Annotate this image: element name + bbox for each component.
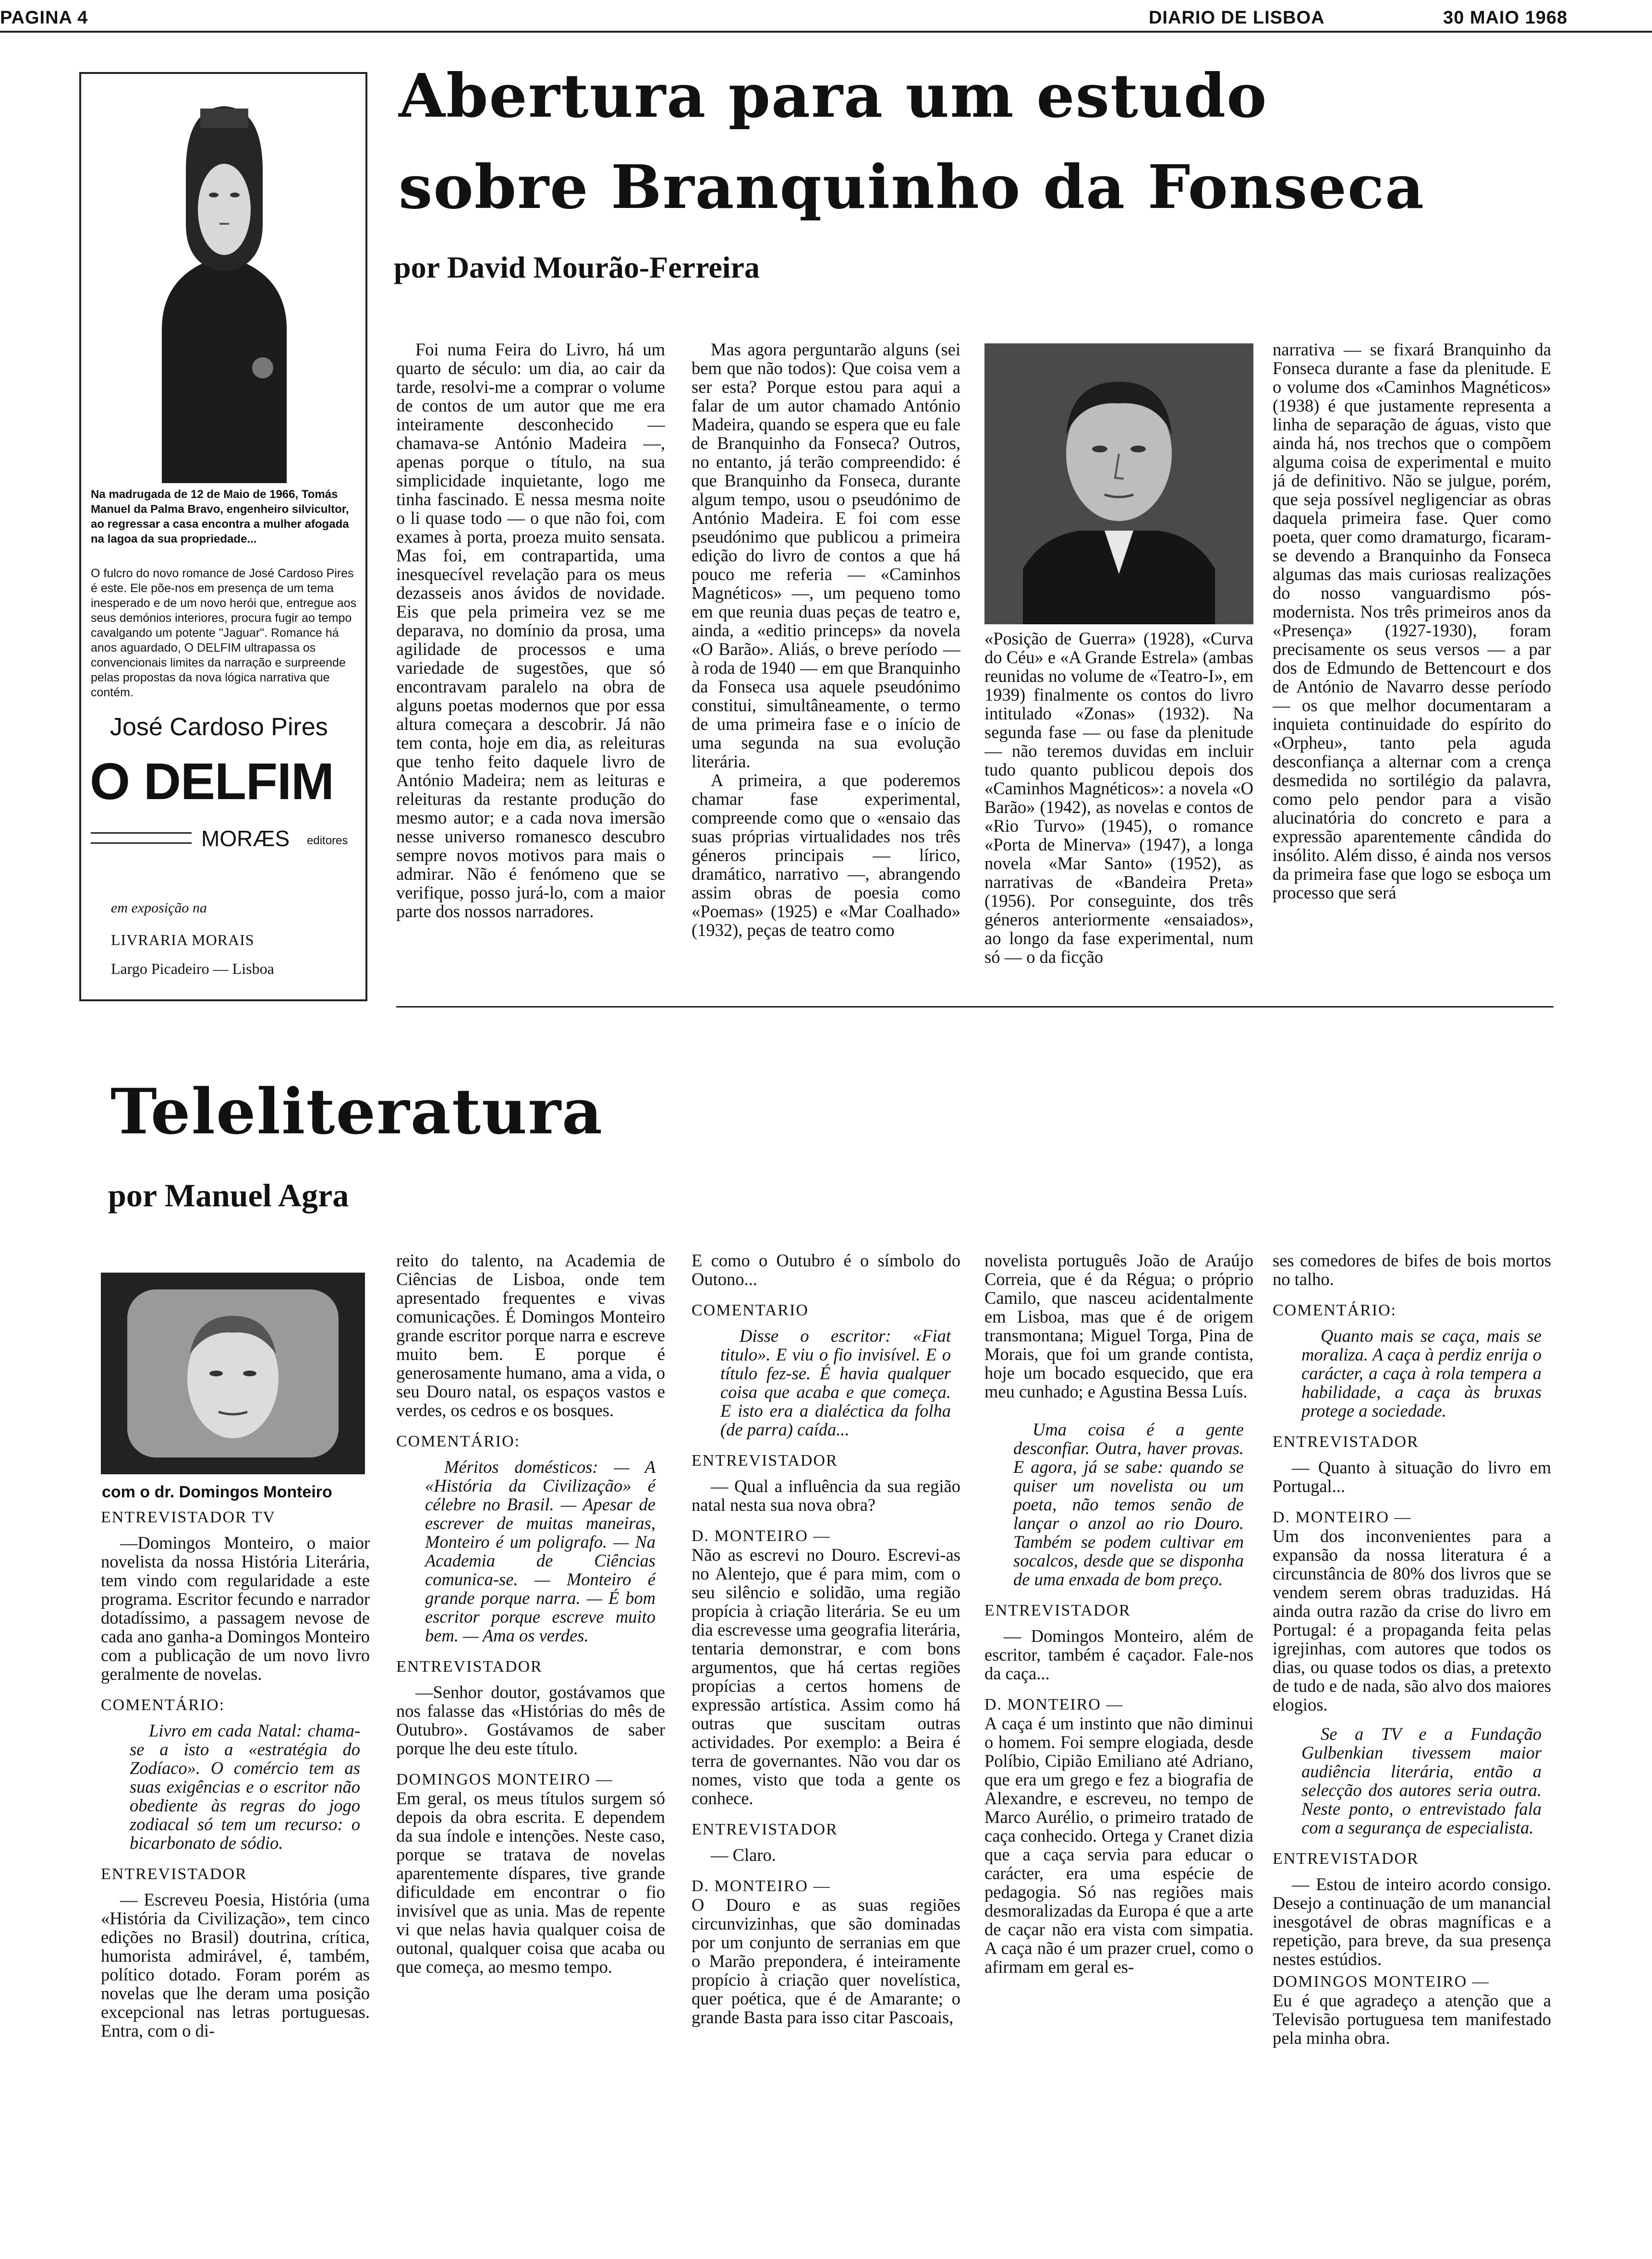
label-d-monteiro-4: D. MONTEIRO —	[1273, 1508, 1412, 1526]
label-domingos-monteiro-1: DOMINGOS MONTEIRO —	[396, 1771, 613, 1788]
ad-publisher-line	[91, 826, 360, 850]
article1-column-2	[692, 340, 960, 1003]
newspaper-name: DIARIO DE LISBOA	[1149, 8, 1325, 28]
ad-author: José Cardoso Pires	[110, 713, 328, 741]
c5-paragraph-2: — Quanto à situação do livro em Portugal...	[1273, 1457, 1551, 1496]
tv-screen-photo	[101, 1273, 365, 1474]
label-d-monteiro-1: D. MONTEIRO —	[692, 1527, 831, 1545]
c3-paragraph-5: O Douro e as suas regiões circunvizinhas, que são dominadas por um conjunto de serranias em que o Marão prepondera, é inteiramente propício à criação quer novelística, quer poética, que é de Amarante; o grande Basta para isso citar Pascoais,	[692, 1895, 960, 2027]
label-domingos-monteiro-2: DOMINGOS MONTEIRO —	[1273, 1973, 1490, 1991]
label-entrevistador-2: ENTREVISTADOR	[396, 1658, 543, 1676]
article2-byline: por Manuel Agra	[108, 1177, 349, 1214]
c3-paragraph-3: Não as escrevi no Douro. Escrevi-as no Alentejo, que é para mim, com o seu silêncio e solidão, uma região propícia à criação literária. Se eu um dia escrevesse uma geografia literária, tentaria demonstrar, e com bons argumentos, que há certas regiões propícias a certos homens de expressão artística. Assim como há outras que suscitam outras actividades. Por exemplo: a Beira é terra de governantes. Não vou dar os nomes, visto que toda a gente os conhece.	[692, 1545, 960, 1808]
label-d-monteiro-3: D. MONTEIRO —	[984, 1696, 1124, 1713]
issue-date: 30 MAIO 1968	[1443, 8, 1568, 28]
article1-col1-text: Foi numa Feira do Livro, há um quarto de século: um dia, ao cair da tarde, resolvi-me a comprar o volume de contos de um autor que me era inteiramente desconhecido — chamava-se António Madeira —, apenas porque o título, na sua simplicidade inquietante, logo me tinha fascinado. E nessa mesma noite o li quase todo — o que não foi, com exames à porta, proeza muito sensata. Mas foi, em contrapartida, uma inesquecível revelação para os meus dezasseis anos ávidos de novidade. Eis que pela primeira vez se me deparava, no domínio da prosa, uma agilidade de processos e uma variedade de sugestões, que só encontravam paralelo na obra de alguns poetas modernos que por essa altura começara a descobrir. Já não tem conta, hoje em dia, as releituras que tenho feito daquele livro de António Madeira; nem as leituras e releituras da restante produção do mesmo autor; e a cada nova imersão nesse universo romanesco descubro sempre novos motivos para mais o admirar. Não é fenómeno que se verifique, posso jurá-lo, com a maior parte dos nossos narradores.	[396, 340, 665, 921]
c4-comment: Uma coisa é a gente desconfiar. Outra, haver provas. E agora, já se sabe: quando se quiser um novelista ou um poeta, não temos senão de lançar o anzol ao rio Douro. Também se podem cultivar em socalcos, desde que se disponha de uma enxada de bom preço.	[1013, 1420, 1244, 1589]
article1-bottom-rule	[396, 1006, 1554, 1008]
article1-col2-text-b: A primeira, a que poderemos chamar fase experimental, compreende como que o «ensaio das suas próprias virtualidades nos três géneros principais — lírico, dramático, narrativo —, abrangendo assim obras de poesia como «Poemas» (1925) e «Mar Coalhado» (1932), peças de teatro como	[692, 770, 960, 940]
c5-paragraph-5: Eu é que agradeço a atenção que a Televisão portuguesa tem manifestado pela minha obra.	[1273, 1991, 1551, 2048]
c5-paragraph-1: ses comedores de bifes de bois mortos no talho.	[1273, 1251, 1551, 1289]
hooded-figure-illustration	[90, 80, 359, 483]
c5-paragraph-3: Um dos inconvenientes para a expansão da nossa literatura é a circunstância de 80% dos livros que se vendem serem obras traduzidas. Há ainda outra razão da crise do livro em Portugal: é a propaganda feita pelas igrejinhas, com autores que todos os dias, ou quase todos os dias, a pretexto de tudo e de nada, são alvo dos maiores elogios.	[1273, 1526, 1551, 1714]
label-entrevistador-7: ENTREVISTADOR	[1273, 1850, 1419, 1868]
c3-paragraph-2: — Qual a influência da sua região natal nesta sua nova obra?	[692, 1476, 960, 1515]
label-entrevistador-5: ENTREVISTADOR	[984, 1602, 1131, 1619]
label-comentario-1: COMENTÁRIO:	[101, 1696, 225, 1714]
label-d-monteiro-2: D. MONTEIRO —	[692, 1877, 831, 1895]
c4-paragraph-3: A caça é um instinto que não diminui o homem. Foi sempre elogiada, desde Políbio, Cipião Emiliano até Adriano, que era um grego e fez a biografia de Alexandre, e escreveu, no tempo de Marco Aurélio, o primeiro tratado de caça conhecido. Ortega y Cranet dizia que a caça servia para educar o carácter, era uma espécie de pedagogia. Só nas regiões mais desmoralizadas da Europa é que a arte de caçar não era vista com simpatia. A caça não é um prazer cruel, como o afirmam em geral es-	[984, 1713, 1253, 1977]
article2-column-2	[396, 1251, 665, 2151]
c4-paragraph-1: novelista português João de Araújo Correia, que é da Régua; o próprio Camilo, que nasceu acidentalmente em Lisboa, mas que é de origem transmontana; Miguel Torga, Pina de Morais, que foi um grande contista, hoje um bocado esquecido, que era meu cunhado; e Agustina Bessa Luís.	[984, 1251, 1253, 1401]
label-entrevistador-1: ENTREVISTADOR	[101, 1865, 247, 1883]
author-photo	[90, 80, 359, 483]
article1-column-3	[984, 629, 1253, 1004]
article1-col3-text: «Posição de Guerra» (1928), «Curva do Céu» e «A Grande Estrela» (ambas reunidas no volume de «Teatro-I», em 1939) finalmente os contos do livro intitulado «Zonas» (1932). Na segunda fase — ou fase da plenitude — não teremos duvidas em incluir tudo quanto publicou depois dos «Caminhos Magnéticos»: a novela «O Barão» (1942), as novelas e contos de «Rio Turvo» (1945), o romance «Porta de Minerva» (1947), a longa novela «Mar Santo» (1952), as narrativas de «Bandeira Preta» (1956). Por conseguinte, dos três géneros anteriormente «ensaiados», ao longo da fase experimental, num só — o da ficção	[984, 629, 1253, 967]
c5-comment: Quanto mais se caça, mais se moraliza. A caça à perdiz enrija o carácter, a caça à rola tempera a habilidade, a caça às bruxas protege a sociedade.	[1301, 1326, 1542, 1421]
article1-byline: por David Mourão-Ferreira	[394, 250, 760, 284]
c1-paragraph-1: —Domingos Monteiro, o maior novelista da nossa História Literária, tem vindo com regularidade a este programa. Escritor fecundo e narrador dotadíssimo, a passagem nevose de cada ano ganha-a Domingos Monteiro com a publicação de um novo livro geralmente de novelas.	[101, 1533, 370, 1684]
c1-comment: Livro em cada Natal: chama-se a isto a «estratégia do Zodíaco». O comércio tem as suas exigências e o escritor não obediente às regras do jogo zodiacal só tem um recurso: o bicarbonato de sódio.	[130, 1721, 360, 1853]
c2-paragraph-2: —Senhor doutor, gostávamos que nos falasse das «Histórias do mês de Outubro». Gostávamos de saber porque lhe deu este título.	[396, 1682, 665, 1758]
ad-address: Largo Picadeiro — Lisboa	[111, 960, 274, 977]
ad-description: O fulcro do novo romance de José Cardoso Pires é este. Ele põe-nos em presença de um tema inesperado e de um novo herói que, entregue aos seus demónios interiores, procura fugir ao tempo cavalgando um potente "Jaguar". Romance há anos aguardado, O DELFIM ultrapassa os convencionais limites da narração e surpreende pelas propostas da nova lógica narrativa que contém.	[91, 567, 357, 699]
article1-title-line2: sobre Branquinho da Fonseca	[399, 152, 1425, 222]
c2-paragraph-3: Em geral, os meus títulos surgem só depois da obra escrita. E dependem da sua índole e intenções. Neste caso, porque se tratava de novelas aparentemente díspares, tive grande dificuldade em encontrar o fio invisível que as unia. Mas de repente vi que nelas havia qualquer coisa de outonal, qualquer coisa que acaba ou que começa, ao mesmo tempo.	[396, 1788, 665, 1977]
c5-comment-2: Se a TV e a Fundação Gulbenkian tivessem maior audiência literária, então a selecção dos autores seria outra. Neste ponto, o entrevistado fala com a segurança de especialista.	[1301, 1724, 1542, 1837]
article2-column-4	[984, 1251, 1253, 2151]
c1-paragraph-2: — Escreveu Poesia, História (uma «História da Civilização», tem cinco edições no Brasil) doutrina, crítica, humorista admirável, é, também, político dotado. Foram porém as novelas que lhe deram uma posição excepcional nas letras portuguesas. Entra, com o di-	[101, 1890, 370, 2040]
tv-photo-caption: com o dr. Domingos Monteiro	[102, 1483, 332, 1501]
ad-exposicao: em exposição na	[111, 900, 207, 916]
label-entrevistador-3: ENTREVISTADOR	[692, 1452, 838, 1470]
article2-column-3	[692, 1251, 960, 2151]
article1-col2-text-a: Mas agora perguntarão alguns (sei bem que não todos): Que coisa vem a ser esta? Porque estou para aqui a falar de um autor chamado António Madeira, quando se espera que eu fale de Branquinho da Fonseca? Outros, no entanto, já terão compreendido: é que Branquinho da Fonseca, durante algum tempo, usou o pseudónimo de António Madeira. E foi com esse pseudónimo que publicou a primeira edição do livro de contos a que há pouco me referia — «Caminhos Magnéticos» —, um pequeno tomo em que reunia duas peças de teatro e, ainda, a «editio princeps» da novela «O Barão». Aliás, o breve período — à roda de 1940 — em que Branquinho da Fonseca usa aquele pseudónimo constitui, simultâneamente, o termo de uma primeira fase e o início de uma segunda na sua evolução literária.	[692, 340, 960, 771]
c3-comment: Disse o escritor: «Fiat titulo». E viu o fio invisível. E o título fez-se. É havia qualquer coisa que acaba e que começa. E isto era a dialéctica da folha (de parra) caída...	[720, 1326, 951, 1439]
c5-paragraph-4: — Estou de inteiro acordo consigo. Desejo a continuação de um manancial inesgotável de obras magníficas e a repetição, para breve, da sua presença nestes estúdios.	[1273, 1874, 1551, 1969]
article2-column-5	[1273, 1251, 1551, 2151]
television-illustration	[101, 1273, 365, 1474]
label-comentario-2: COMENTÁRIO:	[396, 1433, 521, 1450]
page-label: PAGINA 4	[0, 8, 88, 28]
label-comentario-5: COMENTÁRIO:	[1273, 1301, 1397, 1319]
c3-paragraph-4: — Claro.	[711, 1845, 776, 1865]
c2-comment: Méritos domésticos: — A «História da Civilização» é célebre no Brasil. — Apesar de escrever de muitas maneiras, Monteiro é um poligrafo. — Na Academia de Ciências comunica-se. — Monteiro é grande porque narra. — É bom escritor porque escreve muito bem. — Ama os verdes.	[425, 1457, 656, 1645]
article1-title-line1: Abertura para um estudo	[399, 61, 1268, 131]
article1-col4-text: narrativa — se fixará Branquinho da Fonseca durante a fase da plenitude. E o volume dos «Caminhos Magnéticos» (1938) é que justamente representa a linha de separação de águas, visto que ainda há, nos trechos que o compõem alguma coisa de experimental e muito já de definitivo. Não se julgue, porém, que seja possível negligenciar as obras daquela primeira fase. Quer como poeta, quer como dramaturgo, ficaram-se devendo a Branquinho da Fonseca algumas das mais curiosas realizações do nosso vanguardismo pós-modernista. Nos três primeiros anos da «Presença» (1927-1930), foram precisamente os seus versos — a par dos de Edmundo de Bettencourt e dos de António de Navarro desse período — os que melhor documentaram a inquieta continuidade do espírito do «Orpheu», tanto pela aguda desconfiança a alternar com a crença desmedida no sortilégio da palavra, como pelo pendor para a visão alucinatória do concreto e para a expressão aparentemente cândida do insólito. Além disso, é ainda nos versos da primeira fase que logo se esboça um processo que será	[1273, 340, 1551, 902]
branquinho-portrait	[984, 343, 1253, 624]
c3-paragraph-1: E como o Outubro é o símbolo do Outono...	[692, 1251, 960, 1289]
book-advertisement	[79, 72, 367, 1001]
label-entrevistador-tv: ENTREVISTADOR TV	[101, 1508, 276, 1526]
c4-paragraph-2: — Domingos Monteiro, além de escritor, também é caçador. Fale-nos da caça...	[984, 1626, 1253, 1683]
ad-bookshop: LIVRARIA MORAIS	[111, 931, 255, 948]
label-entrevistador-4: ENTREVISTADOR	[692, 1821, 838, 1838]
article2-title: Teleliteratura	[110, 1075, 604, 1148]
portrait-illustration	[984, 343, 1253, 624]
label-comentario-3: COMENTARIO	[692, 1301, 809, 1319]
masthead-rule	[0, 31, 1652, 33]
article1-column-1	[396, 340, 665, 1003]
publisher-logo: MORÆS	[201, 826, 290, 851]
publisher-stripes	[91, 832, 192, 844]
article1-column-4	[1273, 340, 1551, 1003]
publisher-suffix: editores	[307, 834, 348, 847]
ad-teaser: Na madrugada de 12 de Maio de 1966, Tomás Manuel da Palma Bravo, engenheiro silvicultor, ao regressar a casa encontra a mulher afogada na lagoa da sua propriedade...	[91, 488, 349, 546]
article2-column-1	[101, 1508, 370, 2151]
label-entrevistador-6: ENTREVISTADOR	[1273, 1433, 1419, 1451]
c2-paragraph-1: reito do talento, na Academia de Ciências de Lisboa, onde tem apresentado frequentes e vivas comunicações. É Domingos Monteiro grande escritor porque narra e escreve muito bem. E porque é generosamente humano, ama a vida, o seu Douro natal, os espaços vastos e verdes, os cedros e os bosques.	[396, 1251, 665, 1420]
ad-book-title: O DELFIM	[90, 752, 334, 810]
